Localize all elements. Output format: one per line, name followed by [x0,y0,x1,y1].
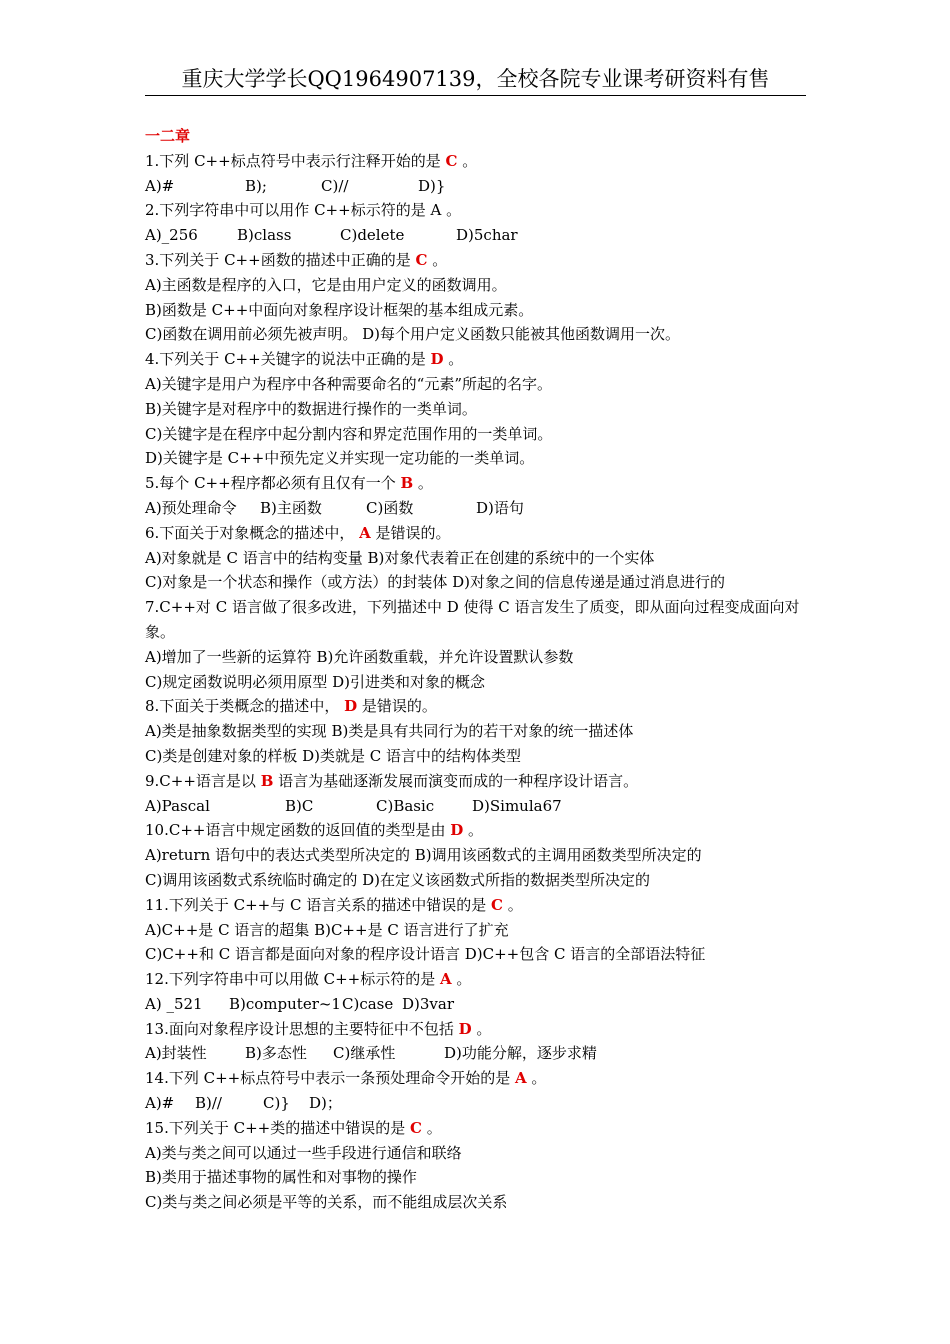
question-stem [145,1066,813,1091]
option: D)3var [402,994,455,1013]
answer-letter: D [430,350,444,369]
question-text: 12.下列字符串中可以用做 C++标示符的是 [145,970,441,989]
question-tail: 。 [443,350,464,369]
answer-letter: D [344,697,358,716]
option-line: C)函数在调用前必须先被声明。 D)每个用户定义函数只能被其他函数调用一次。 [145,325,680,344]
option-line: A)关键字是用户为程序中各种需要命名的“元素”所起的名字。 [145,374,553,393]
option-line: C)调用该函数式系统临时确定的 D)在定义该函数式所指的数据类型所决定的 [145,870,650,889]
option-line: C)关键字是在程序中起分割内容和界定范围作用的一类单词。 [145,424,553,443]
question-tail: 。 [441,201,462,220]
question-tail: 。 [413,474,433,493]
answer-letter: C [415,250,428,269]
question-tail: 是错误的。 [370,523,451,542]
option: A)预处理命令 [145,498,237,517]
option-row [145,1041,813,1066]
question-tail: 。 [502,895,523,914]
option-row [145,223,813,248]
option: B)// [195,1094,222,1113]
question-text: 2.下列字符串中可以用作 C++标示符的是 [145,201,431,220]
question-text: 13.面向对象程序设计思想的主要特征中不包括 [145,1019,459,1038]
question-stem [145,893,813,918]
question-stem [145,347,813,372]
question-stem [145,198,813,223]
option: C)// [321,176,349,195]
question-text: 8.下面关于类概念的描述中， [145,697,345,716]
answer-letter: D [450,821,464,840]
option-line: A)对象就是 C 语言中的结构变量 B)对象代表着正在创建的系统中的一个实体 [145,548,655,567]
question-stem [145,818,813,843]
option: C)函数 [366,498,414,517]
question-tail: 。 [526,1069,547,1088]
question-tail: 语言为基础逐渐发展而演变而成的一种程序设计语言。 [273,771,639,790]
question-tail: 。 [421,1118,442,1137]
option: A)_256 [145,226,198,245]
header-divider [145,95,806,96]
question-text: 1.下列 C++标点符号中表示行注释开始的是 [145,151,446,170]
option: A)封装性 [145,1044,207,1063]
question-text: 9.C++语言是以 [145,771,261,790]
option: B)class [237,226,292,245]
answer-letter: C [445,151,458,170]
question-stem [145,248,813,273]
option-line: A)增加了一些新的运算符 B)允许函数重载，并允许设置默认参数 [145,647,574,666]
option: B)computer~1 [229,994,341,1013]
option: A)# [145,176,175,195]
option-line: B)关键字是对程序中的数据进行操作的一类单词。 [145,399,477,418]
answer-letter: A [430,201,442,220]
answer-letter: A [440,970,452,989]
option: D)； [309,1094,342,1113]
option: D)语句 [476,498,524,517]
question-stem [145,1116,813,1141]
question-text: 5.每个 C++程序都必须有且仅有一个 [145,474,401,493]
option: C)delete [340,226,405,245]
option: C)case [342,994,394,1013]
question-stem [145,471,813,496]
option-row [145,1091,813,1116]
question-tail: 。 [427,250,448,269]
question-stem [145,769,813,794]
option-row [145,794,813,819]
answer-letter: B [260,771,274,790]
option: D)} [418,176,446,195]
option-row [145,174,813,199]
option-line: C)类与类之间必须是平等的关系，而不能组成层次关系 [145,1193,508,1212]
chapter-title: 一二章 [145,127,191,145]
question-text: 6.下面关于对象概念的描述中， [145,523,360,542]
question-stem [145,149,813,174]
option: B)C [285,796,314,815]
question-stem [145,521,813,546]
option: D)功能分解，逐步求精 [444,1044,597,1063]
answer-letter: C [410,1118,422,1137]
option: B)多态性 [245,1044,307,1063]
option-line: A)主函数是程序的入口，它是由用户定义的函数调用。 [145,275,507,294]
answer-letter: B [400,474,414,493]
option-line: C)规定函数说明必须用原型 D)引进类和对象的概念 [145,672,485,691]
option-row [145,496,813,521]
option-line: A)类是抽象数据类型的实现 B)类是具有共同行为的若干对象的统一描述体 [145,722,634,741]
option: A) _521 [145,994,203,1013]
option: D)Simula67 [472,796,562,815]
option-line: B)类用于描述事物的属性和对事物的操作 [145,1168,417,1187]
answer-letter: A [359,523,371,542]
option: C)Basic [376,796,435,815]
option-line: C)对象是一个状态和操作（或方法）的封装体 D)对象之间的信息传递是通过消息进行的 [145,573,725,592]
option-line: D)关键字是 C++中预先定义并实现一定功能的一类单词。 [145,449,535,468]
question-stem-wrapped: 7.C++对 C 语言做了很多改进，下列描述中 D 使得 C 语言发生了质变，即从面向过程变成面向对象。 [145,598,800,641]
option-line: A)C++是 C 语言的超集 B)C++是 C 语言进行了扩充 [145,920,509,939]
question-list [145,149,813,1215]
option-row [145,992,813,1017]
option: A)# [145,1094,175,1113]
question-tail: 。 [457,151,478,170]
question-tail: 。 [463,821,484,840]
option-line: C)类是创建对象的样板 D)类就是 C 语言中的结构体类型 [145,746,521,765]
question-content [145,124,813,1215]
answer-letter: C [491,895,503,914]
question-text: 10.C++语言中规定函数的返回值的类型是由 [145,821,451,840]
question-stem [145,1017,813,1042]
option: B)主函数 [260,498,322,517]
answer-letter: A [515,1069,527,1088]
option-line: B)函数是 C++中面向对象程序设计框架的基本组成元素。 [145,300,534,319]
option-line: A)return 语句中的表达式类型所决定的 B)调用该函数式的主调用函数类型所决定的 [145,846,702,865]
option-line: C)C++和 C 语言都是面向对象的程序设计语言 D)C++包含 C 语言的全部语法特征 [145,945,706,964]
question-stem [145,967,813,992]
question-text: 14.下列 C++标点符号中表示一条预处理命令开始的是 [145,1069,516,1088]
question-stem [145,694,813,719]
question-text: 3.下列关于 C++函数的描述中正确的是 [145,250,416,269]
question-tail: 。 [451,970,472,989]
answer-letter: D [458,1019,472,1038]
option: A)Pascal [145,796,210,815]
question-text: 15.下列关于 C++类的描述中错误的是 [145,1118,411,1137]
option: B); [245,176,267,195]
question-tail: 。 [471,1019,492,1038]
option-line: A)类与类之间可以通过一些手段进行通信和联络 [145,1143,462,1162]
question-tail: 是错误的。 [357,697,437,716]
page-header-title: 重庆大学学长QQ1964907139，全校各院专业课考研资料有售 [181,67,770,91]
question-text: 4.下列关于 C++关键字的说法中正确的是 [145,350,431,369]
option: C)继承性 [333,1044,396,1063]
option: C)} [263,1094,290,1113]
question-text: 11.下列关于 C++与 C 语言关系的描述中错误的是 [145,895,492,914]
option: D)5char [456,226,518,245]
